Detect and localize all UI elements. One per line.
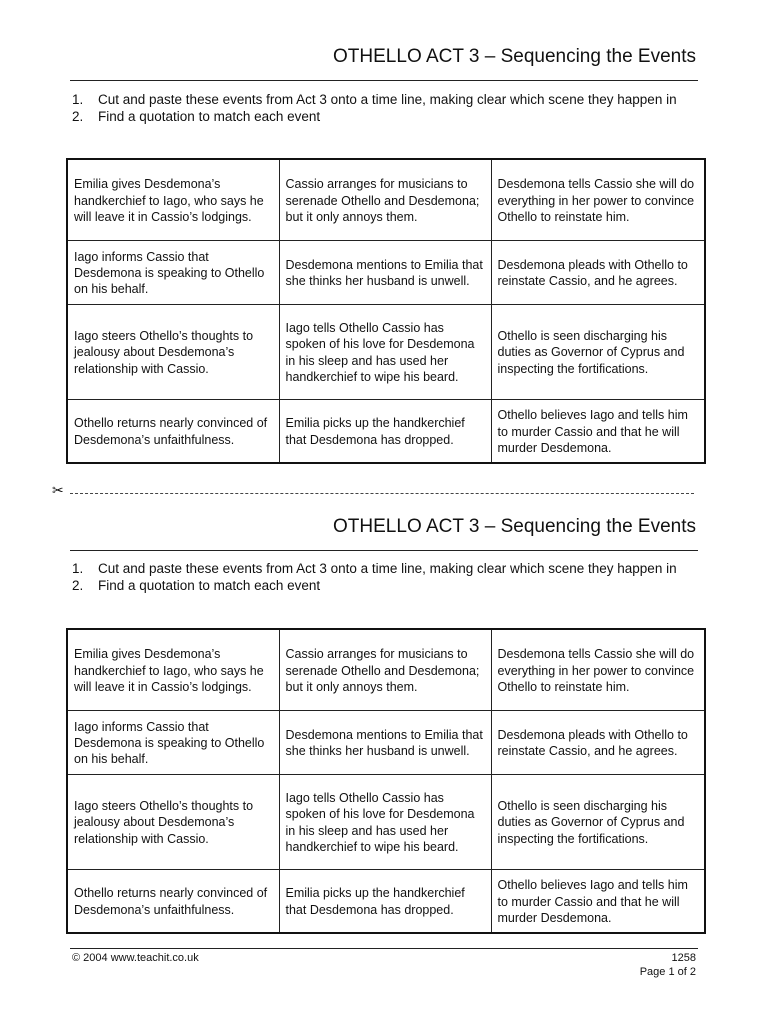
copyright-text: © 2004 www.teachit.co.uk (72, 952, 199, 964)
event-card: Desdemona tells Cassio she will do everything in her power to convince Othello to reinstate him. (491, 159, 705, 240)
event-card: Othello believes Iago and tells him to murder Cassio and that he will murder Desdemona. (491, 399, 705, 463)
instruction-item: 1. Cut and paste these events from Act 3 onto a time line, making clear which scene they happen in (72, 561, 677, 576)
event-card: Iago steers Othello’s thoughts to jealousy about Desdemona’s relationship with Cassio. (67, 774, 279, 869)
event-card: Iago tells Othello Cassio has spoken of his love for Desdemona in his sleep and has used her handkerchief to wipe his beard. (279, 774, 491, 869)
event-card: Emilia picks up the handkerchief that Desdemona has dropped. (279, 399, 491, 463)
table-row (67, 240, 705, 304)
table-row (67, 159, 705, 240)
event-card: Iago tells Othello Cassio has spoken of his love for Desdemona in his sleep and has used her handkerchief to wipe his beard. (279, 304, 491, 399)
instruction-text: Cut and paste these events from Act 3 onto a time line, making clear which scene they happen in (98, 92, 677, 107)
instructions-list (70, 560, 700, 594)
scissors-icon: ✂ (52, 482, 64, 498)
event-card: Iago informs Cassio that Desdemona is speaking to Othello on his behalf. (67, 710, 279, 774)
instructions-list (70, 91, 700, 125)
event-card: Iago steers Othello’s thoughts to jealousy about Desdemona’s relationship with Cassio. (67, 304, 279, 399)
worksheet-title: OTHELLO ACT 3 – Sequencing the Events (333, 516, 696, 537)
table-row (67, 774, 705, 869)
instruction-item: 2. Find a quotation to match each event (72, 578, 321, 593)
event-card: Desdemona tells Cassio she will do everything in her power to convince Othello to reinstate him. (491, 629, 705, 710)
title-rule (70, 550, 698, 551)
table-row (67, 869, 705, 933)
event-card: Othello is seen discharging his duties as Governor of Cyprus and inspecting the fortifications. (491, 774, 705, 869)
events-table (66, 158, 706, 464)
event-card: Desdemona mentions to Emilia that she thinks her husband is unwell. (279, 240, 491, 304)
event-card: Desdemona pleads with Othello to reinstate Cassio, and he agrees. (491, 240, 705, 304)
event-card: Emilia gives Desdemona’s handkerchief to Iago, who says he will leave it in Cassio’s lodgings. (67, 629, 279, 710)
footer-rule (70, 948, 698, 949)
title-rule (70, 80, 698, 81)
event-card: Emilia picks up the handkerchief that Desdemona has dropped. (279, 869, 491, 933)
event-card: Desdemona pleads with Othello to reinstate Cassio, and he agrees. (491, 710, 705, 774)
instruction-item: 1. Cut and paste these events from Act 3 onto a time line, making clear which scene they happen in (72, 92, 677, 107)
table-row (67, 304, 705, 399)
dashed-divider (70, 493, 694, 494)
event-card: Othello is seen discharging his duties as Governor of Cyprus and inspecting the fortifications. (491, 304, 705, 399)
cut-line (52, 482, 694, 500)
event-card: Iago informs Cassio that Desdemona is speaking to Othello on his behalf. (67, 240, 279, 304)
table-row (67, 710, 705, 774)
event-card: Desdemona mentions to Emilia that she thinks her husband is unwell. (279, 710, 491, 774)
table-row (67, 629, 705, 710)
event-card: Cassio arranges for musicians to serenade Othello and Desdemona; but it only annoys them. (279, 159, 491, 240)
instruction-text: Find a quotation to match each event (98, 109, 321, 124)
table-row (67, 399, 705, 463)
instruction-item: 2. Find a quotation to match each event (72, 109, 321, 124)
instruction-text: Cut and paste these events from Act 3 onto a time line, making clear which scene they happen in (98, 561, 677, 576)
event-card: Othello returns nearly convinced of Desdemona’s unfaithfulness. (67, 399, 279, 463)
instruction-text: Find a quotation to match each event (98, 578, 321, 593)
page-number: Page 1 of 2 (639, 966, 696, 978)
event-card: Othello believes Iago and tells him to murder Cassio and that he will murder Desdemona. (491, 869, 705, 933)
document-number: 1258 (671, 952, 696, 964)
event-card: Cassio arranges for musicians to serenade Othello and Desdemona; but it only annoys them. (279, 629, 491, 710)
worksheet-title: OTHELLO ACT 3 – Sequencing the Events (333, 46, 696, 67)
events-table (66, 628, 706, 934)
event-card: Othello returns nearly convinced of Desdemona’s unfaithfulness. (67, 869, 279, 933)
event-card: Emilia gives Desdemona’s handkerchief to Iago, who says he will leave it in Cassio’s lodgings. (67, 159, 279, 240)
